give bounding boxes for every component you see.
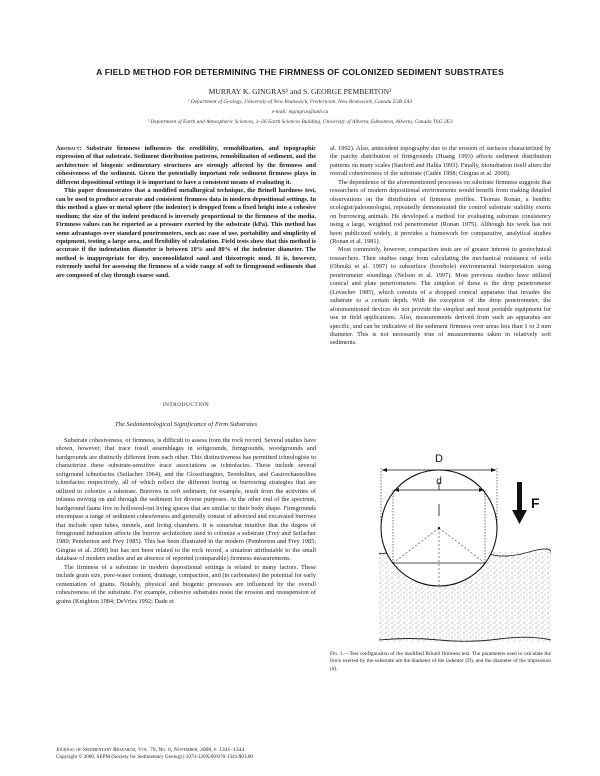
author-email: e-mail: mgingras@unb.ca	[271, 109, 329, 115]
abstract	[56, 145, 316, 280]
affiliation-2: ² Department of Earth and Atmospheric Sciences, 1–26 Earth Sciences Building, University of Alberta, Edmonton, Alberta, Canada T6G 2E3	[147, 119, 453, 125]
body-paragraph: The dependence of the aforementioned processes on substrate firmness suggests that researchers of modern depositional environments would benefit from making detailed observations on the distribution of firmness profiles. Thomas Ronan, a benthic ecologist/paleontologist, repeatedly demonstrated the control substrate stability exerts on burrowing animals. He developed a method for evaluating substrate consistency using a large, weighted rod penetrometer (Ronan 1975). Although his work has not been publicized widely, it provides a framework for comparative, analytical studies (Ronan et al. 1981).	[330, 178, 551, 245]
figure-caption	[330, 651, 551, 673]
abstract-label: Abstract:	[56, 145, 82, 152]
body-paragraph: The firmness of a substrate in modern depositional settings is related to many factors. These include grain size, pore-water content, drainage, compaction, and (in carbonates) the potential for early cementation of grains. Notably, physical and biogenic processes are influenced by the overall cohesiveness of the substrate. For example, cohesive substrates resist the erosion and resuspension of grains (Knighton 1984; DeVries 1992; Dade et	[56, 563, 316, 605]
affiliation-1: ¹ Department of Geology, University of New Brunswick, Fredericton, New Brunswick, Canada E3B 5A3	[187, 99, 413, 105]
body-paragraph: Substrate cohesiveness, or firmness, is difficult to assess from the rock record. Several studies have shown, however, that trace fossil assemblages in softgrounds, firmgrounds, woodgrounds and hardgrounds are distinctly different from each other. This distinctiveness has permitted ichnologists to characterize these substrate-sensitive trace associations as ichnofacies. These include several softground ichnofacies (Seilacher 1964), and the Glossifungites, Teredolites, and Gastrochaenolites ichnofacies respectively, all of which reflect the different boring or burrowing strategies that are utilized to colonize a substrate. Burrows in soft sediment, for example, result from the activities of infauna moving on and through the sediment for diverse purposes. At the other end of the spectrum, hardground fauna live in hollowed-out living spaces that are similar to their body shape. Firmgrounds encompass a range of sediment cohesiveness and generally consist of advected and excavated burrows that include open tubes, tunnels, and living chambers. It is somewhat intuitive that the degree of firmground induration affects the burrow architecture used to colonize a substrate (Frey and Seilacher 1980; Pemberton and Frey 1985). This has been illustrated in the modern (Pemberton and Frey 1985; Gingras et al. 2000) but has not been related to the rock record, a situation attributable to the small database of modern studies and an absence of reported (comparable) firmness measurements.	[56, 437, 316, 563]
brinell-test-figure	[379, 442, 551, 642]
label-F: F	[531, 495, 540, 511]
abstract-text-1: Substrate firmness influences the erodibility, remobilization, and topographic expression of that substrate. Sediment distribution patterns, remobilization of sediment, and the architecture of biogenic sedimentary structures are strongly affected by the firmness and cohesiveness of the sediment. Given the potentially important role sediment firmness plays in different depositional settings it is important to have a consistent means of evaluating it.	[56, 145, 316, 186]
abstract-paragraph-2: This paper demonstrates that a modified metallurgical technique, the Brinell hardness test, can be used to produce accurate and consistent firmness data in modern depositional settings. In this method a glass or metal sphere (the indentor) is dropped from a fixed height into a cohesive medium; the size of the indent produced is inversely proportional to the firmness of the media. Firmness values can be reported as a pressure exerted by the substrate (kPa). This method has some advantages over standard penetrometers, such as: ease of use, portability and simplicity of equipment, testing a large area, and flexibility of calculation. Field tests show that this method is accurate if the indentation diameter is between 10% and 80% of the indentor diameter. The method is inappropriate for dry, unconsolidated sand and thixotropic mud. It is, however, extremely useful for assessing the firmness of a wide range of soft to firmground sediments that are composed of clay through coarse sand.	[56, 187, 316, 279]
left-column-body	[56, 437, 316, 606]
force-arrow	[517, 482, 522, 510]
paper-title: A FIELD METHOD FOR DETERMINING THE FIRMNESS OF COLONIZED SEDIMENT SUBSTRATES	[96, 67, 504, 77]
page-footer	[56, 747, 253, 761]
body-paragraph: Most commonly, however, compaction tests are of greater interest to geotechnical researchers. Their studies range from calculating the mechanical resistance of soils (Ohnuki et al. 1997) to subsurface (borehole) environmental interpretation using penetrometer soundings (Nelson et al. 1997). Most previous studies have utilized conical and plate penetrometers. The simplest of these is the drop penetrometer (Levacher 1985), which consists of a dropped conical apparatus that invades the substrate to a certain depth. With the exception of the drop penetrometer, the aforementioned devices do not provide the simplest and most portable equipment for use in field applications. Also, measurements derived from such an apparatus are specific, and can be indicative of the sediment firmness over areas less than 1 or 2 mm diameter. This is not necessarily true of measurements taken in relatively soft sediments.	[330, 246, 551, 347]
copyright-line: Copyright © 2000, SEPM (Society for Sedimentary Geology) 1073-130X/00/070-1341/$03.00	[56, 754, 254, 760]
caption-label: Fig. 1.	[330, 651, 345, 657]
body-paragraph: al. 1992). Also, antecedent topography due to the erosion of surfaces characterized by the patchy distribution of firmgrounds (Huang 1993) affects sediment distribution patterns on many scales (Sanford and Halka 1993). Finally, bioturbation itself alters the overall cohesiveness of the substrate (Cadée 1998; Gingras et al. 2000).	[330, 145, 551, 178]
right-column-body	[330, 145, 551, 348]
label-D: D	[435, 453, 443, 465]
section-heading-introduction: INTRODUCTION	[162, 402, 210, 408]
label-d: d	[436, 476, 442, 487]
authors: MURRAY K. GINGRAS¹ and S. GEORGE PEMBERTON²	[208, 87, 392, 96]
subsection-heading: The Sedimentological Significance of Firm Substrates	[114, 421, 258, 428]
abstract-paragraph-1	[56, 145, 316, 187]
journal-citation: Journal of Sedimentary Research, Vol. 70, No. 6, November, 2000, p. 1341–1344	[56, 747, 245, 753]
caption-text: —Test configuration of the modified Brinell firmness test. The parameters used to calculate the force exerted by the substrate are the diameter of the indentor (D), and the diameter of the impression (d).	[330, 651, 551, 672]
